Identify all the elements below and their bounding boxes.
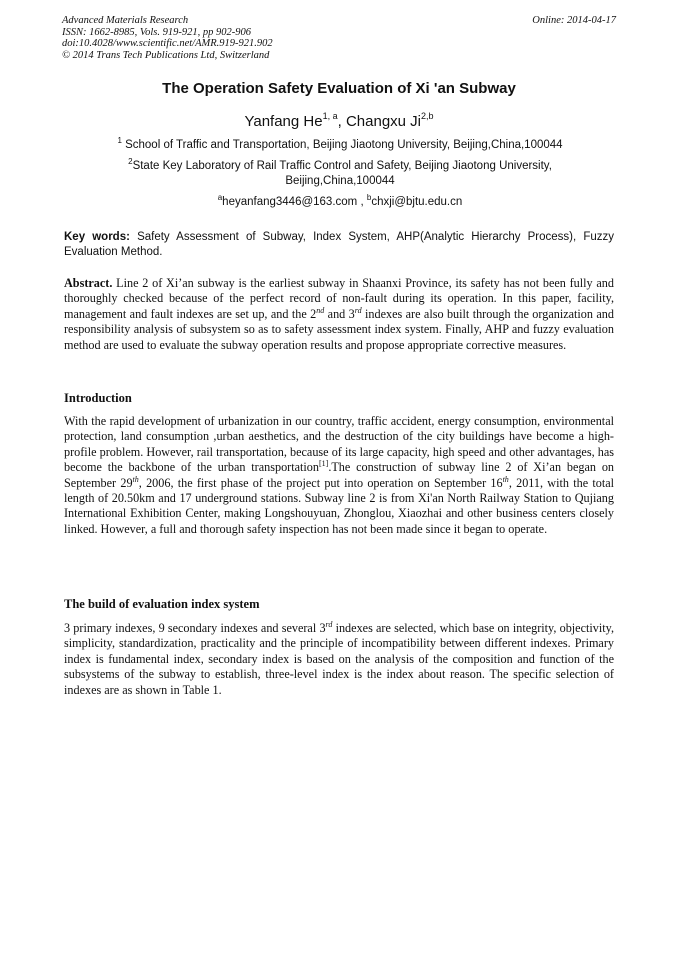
- affiliation-mark: 2: [128, 157, 133, 166]
- abstract-text: indexes are also built through the organization and responsibility analysis of subsystem so as to safety assessment index system. Finally, AHP and fuzzy evaluation method are used to evaluate the subway operation results and propose appropriate corrective measures.: [64, 306, 614, 352]
- introduction-paragraph: [64, 414, 614, 537]
- keywords: [64, 230, 614, 260]
- section-heading-introduction: Introduction: [64, 391, 132, 405]
- affiliation-text: School of Traffic and Transportation, Beijing Jiaotong University, Beijing,China,100044: [121, 139, 563, 151]
- body-text: With the rapid development of urbanization in our country, traffic accident, energy consumption, environmental protection, land consumption ,urban aesthetics, and the destruction of the city buildings have become a high-profile problem. However, rail transportation, because of its large capacity, high speed and other advantages, has become the backbone of the urban transportation: [64, 414, 614, 475]
- body-text: indexes are selected, which base on integrity, objectivity, simplicity, standardization, practicality and the principle of incompatibility between different indexes. Primary index is fundamental index, secondary index is based on the analysis of the composition and function of the subsystems of the subway to establish, three-level index is the index about reason. The specific selection of indexes are as shown in Table 1.: [64, 621, 614, 697]
- author-name: Changxu Ji: [345, 113, 421, 130]
- author-separator: ,: [337, 113, 346, 130]
- email-mark: b: [366, 193, 372, 202]
- online-date: Online: 2014-04-17: [532, 15, 616, 26]
- keywords-text: Safety Assessment of Subway, Index System, AHP(Analytic Hierarchy Process), Fuzzy Evaluation Method.: [64, 231, 614, 258]
- copyright-line: © 2014 Trans Tech Publications Ltd, Switzerland: [62, 49, 270, 61]
- journal-name: Advanced Materials Research: [62, 15, 189, 26]
- body-text: , 2006, the first phase of the project put into operation on September 16: [138, 475, 503, 490]
- section-heading-index-system: The build of evaluation index system: [64, 597, 260, 611]
- affiliation-1: [90, 138, 590, 153]
- affiliation-mark: 1: [117, 136, 122, 145]
- author-name: Yanfang He: [244, 113, 323, 130]
- abstract: [64, 276, 614, 353]
- index-system-paragraph: [64, 621, 614, 698]
- author-affil-mark: 1, a: [322, 111, 338, 121]
- abstract-text: and 3: [324, 306, 355, 321]
- keywords-label: Key words:: [64, 231, 130, 243]
- ordinal-sup: nd: [316, 305, 325, 315]
- email-address[interactable]: heyanfang3446@163.com: [222, 196, 358, 208]
- email-line: [90, 195, 590, 210]
- issn-line: ISSN: 1662-8985, Vols. 919-921, pp 902-906: [62, 26, 251, 38]
- body-text: 3 primary indexes, 9 secondary indexes and several 3: [64, 621, 326, 635]
- author-affil-mark: 2,b: [421, 111, 434, 121]
- abstract-text: Line 2 of Xi’an subway is the earliest subway in Shaanxi Province, its safety has not been fully and thoroughly checked because of the perfect record of non-fault during its operation. In this paper, facility, management and fault indexes are set up, and the 2: [64, 276, 614, 321]
- paper-title: The Operation Safety Evaluation of Xi 'an Subway: [162, 80, 516, 97]
- ordinal-sup: rd: [325, 620, 333, 629]
- ordinal-sup: th: [132, 474, 139, 484]
- author-line: [0, 113, 678, 130]
- email-separator: ,: [357, 196, 367, 208]
- affiliation-2: [90, 159, 590, 189]
- email-address[interactable]: chxji@bjtu.edu.cn: [371, 196, 463, 208]
- journal-header: [62, 15, 273, 61]
- citation-ref[interactable]: [1]: [318, 459, 329, 469]
- abstract-label: Abstract.: [64, 276, 113, 290]
- ordinal-sup: th: [502, 474, 509, 484]
- body-text: , 2011, with the total length of 20.50km and 17 underground stations. Subway line 2 is from Xi'an North Railway Station to Qujiang International Exhibition Center, making Longshouyuan, Zhonglou, Xiaozhai and other business centers closely linked. However, a full and thorough safety inspection has not been made since it began to operate.: [64, 475, 615, 536]
- body-text: .The construction of subway line 2 of Xi’an began on September 29: [64, 460, 615, 490]
- doi-line: doi:10.4028/www.scientific.net/AMR.919-921.902: [62, 38, 273, 49]
- affiliation-text: State Key Laboratory of Rail Traffic Control and Safety, Beijing Jiaotong University, Beijing,China,100044: [132, 160, 552, 187]
- ordinal-sup: rd: [354, 305, 362, 315]
- email-mark: a: [217, 193, 223, 202]
